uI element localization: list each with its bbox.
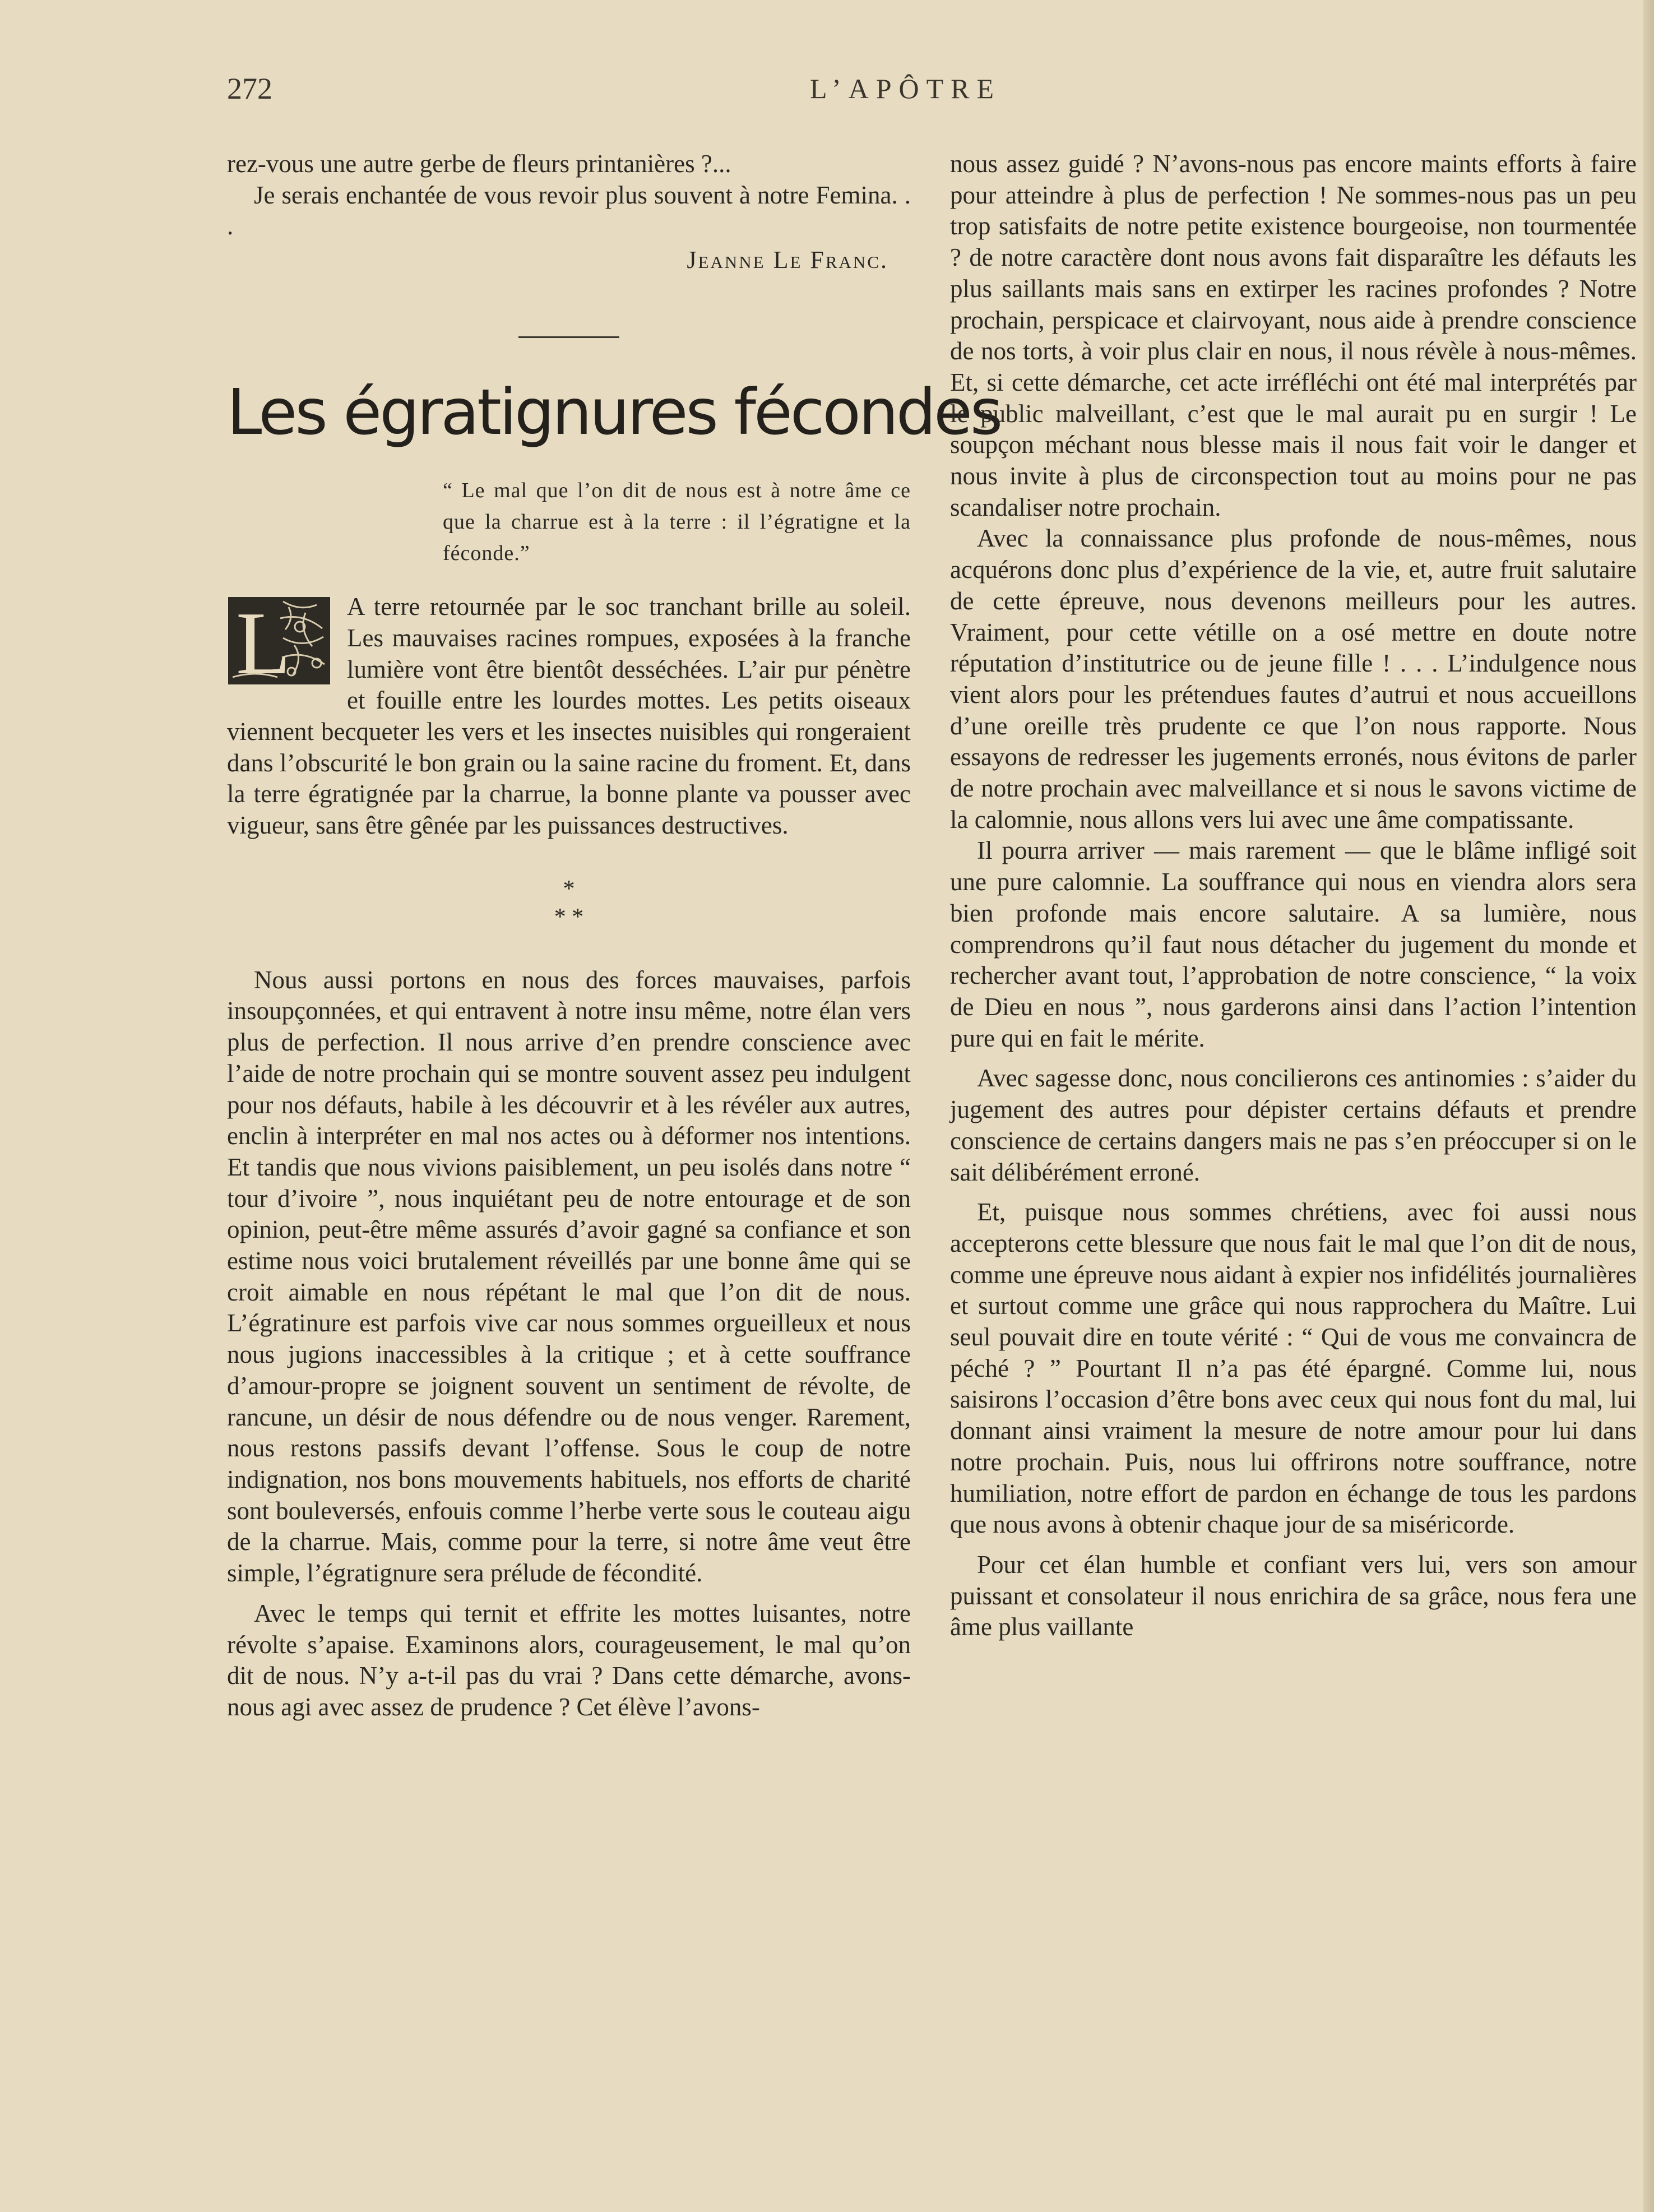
dropcap-letter: L bbox=[236, 596, 291, 686]
paragraph-7: Et, puisque nous sommes chrétiens, avec foi aussi nous accepterons cette blessure que nous fait le mal que l’on dit de nous, comme une épreuve nous aidant à expier nos infidélités journalières et surtout comme une grâce qui nous rapprochera du Maître. Lui seul pouvait dire en toute vérité : “ Qui de vous me convaincra de péché ? ” Pourtant Il n’a pas été épargné. Comme lui, nous saisirons l’occasion d’être bons avec ceux qui nous font du mal, lui donnant ainsi vraiment la mesure de notre amour pour lui dans notre prochain. Puis, nous lui offrirons notre souffrance, notre humiliation, notre effort de pardon en échange de tous les pardons que nous avons à obtenir chaque jour de sa miséricorde. bbox=[950, 1198, 1637, 1539]
paragraph-3-start: Avec le temps qui ternit et effrite les mottes luisantes, notre révolte s’apaise. Examinons alors, courageusement, le mal qu’on dit de nous. N’y a-t-il pas du vrai ? Dans cette démarche, avons-nous agi avec assez de prudence ? Cet élève l’avons- bbox=[227, 1599, 911, 1721]
asterism-bottom: * * bbox=[554, 904, 584, 930]
paragraph-8-start: Pour cet élan humble et confiant vers lui, vers son amour puissant et consolateur il nous enrichira de sa grâce, nous fera une âme plus vaillante bbox=[950, 1550, 1637, 1641]
epigraph: “ Le mal que l’on dit de nous est à notre âme ce que la charrue est à la terre : il l’égratigne et la féconde.” bbox=[443, 479, 911, 566]
article-title: Les égratignures fécondes bbox=[227, 376, 1001, 450]
page-number: 272 bbox=[227, 72, 272, 105]
paragraph-1-text: A terre retournée par le soc tranchant brille au soleil. Les mauvaises racines rompues, exposées à la franche lumière vont être bientôt desséchées. L’air pur pénètre et fouille entre les lourdes mottes. Les petits oiseaux viennent becqueter les vers et les insectes nuisibles qui rongeraient dans l’obscurité le bon grain ou la saine racine du froment. Et, dans la terre égratignée par la charrue, la bonne plante va pousser avec vigueur, sans être gênée par les puissances destructives. bbox=[227, 593, 911, 840]
journal-title: L’APÔTRE bbox=[810, 73, 1002, 104]
asterism-top: * bbox=[563, 876, 575, 902]
page-edge-shadow bbox=[1643, 0, 1654, 2212]
right-column bbox=[950, 149, 1637, 1643]
intro-line-2: Je serais enchantée de vous revoir plus souvent à notre Femina. . . bbox=[227, 181, 911, 240]
paragraph-2: Nous aussi portons en nous des forces mauvaises, parfois insoupçonnées, et qui entravent à notre insu même, notre élan vers plus de perfection. Il nous arrive d’en prendre conscience avec l’aide de notre prochain qui se montre souvent assez peu indulgent pour nos défauts, habile à les découvrir et à les révéler aux autres, enclin à interpréter en mal nos actes ou à déformer nos intentions. Et tandis que nous vivions paisiblement, un peu isolés dans notre “ tour d’ivoire ”, nous inquiétant peu de notre entourage et de son opinion, peut-être même assurés d’avoir gagné sa confiance et son estime nous voici brutalement réveillés par une bonne âme qui se croit aimable en nous répétant le mal que l’on dit de nous. L’égratinure est parfois vive car nous sommes orgueilleux et nous nous jugions inaccessibles à la critique ; et à cette souffrance d’amour-propre se joignent souvent un sentiment de révolte, de rancune, un désir de nous défendre ou de nous venger. Rarement, nous restons passifs devant l’offense. Sous le coup de notre indignation, nos bons mouvements habituels, nos efforts de charité sont bouleversés, enfouis comme l’herbe verte sous le couteau aigu de la charrue. Mais, comme pour la terre, si notre âme veut être simple, l’égratignure sera prélude de fécondité. bbox=[227, 965, 911, 1588]
paragraph-4: Avec la connaissance plus profonde de nous-mêmes, nous acquérons donc plus d’expérience de la vie, et, autre fruit salutaire de cette épreuve, nous devenons meilleurs pour les autres. Vraiment, pour cette vétille on a osé mettre en doute notre réputation d’institutrice ou de jeune fille ! . . . L’indulgence nous vient alors pour les prétendues fautes d’autrui et nous accueillons d’une oreille très prudente ce que l’on nous rapporte. Nous essayons de redresser les jugements erronés, nous évitons de parler de notre prochain avec malveillance et si nous le savons victime de la calomnie, nous allons vers lui avec une âme compatissante. bbox=[950, 524, 1637, 834]
signature: Jeanne Le Franc. bbox=[687, 246, 888, 274]
intro-line-1: rez-vous une autre gerbe de fleurs printanières ?... bbox=[227, 150, 731, 178]
paragraph-3-continued: nous assez guidé ? N’avons-nous pas encore maints efforts à faire pour atteindre à plus de perfection ! Ne sommes-nous pas un peu trop satisfaits de notre petite existence bourgeoise, non tourmentée ? de notre caractère dont nous avons fait disparaître les défauts les plus saillants mais sans en extirper les racines profondes ? Notre prochain, perspicace et clairvoyant, nous aide à prendre conscience de nos torts, à voir plus clair en nous, il nous révèle à nous-mêmes. Et, si cette démarche, cet acte irréfléchi ont été mal interprétés par le public malveillant, c’est que le mal aurait pu en surgir ! Le soupçon méchant nous blesse mais il nous fait voir le danger et nous invite à plus de circonspection tout au moins pour ne pas scandaliser notre prochain. bbox=[950, 150, 1637, 521]
left-column bbox=[227, 149, 1001, 1723]
section-divider bbox=[518, 336, 619, 338]
paragraph-5: Il pourra arriver — mais rarement — que le blâme infligé soit une pure calomnie. La souffrance qui nous en viendra alors sera bien profonde mais encore salutaire. A sa lumière, nous comprendrons qu’il faut nous détacher du jugement du monde et rechercher avant tout, l’approbation de notre conscience, “ la voix de Dieu en nous ”, nous garderons ainsi dans l’action l’intention pure qui en fait le mérite. bbox=[950, 836, 1637, 1052]
paragraph-1 bbox=[227, 591, 911, 841]
running-head bbox=[227, 72, 1639, 105]
paragraph-6: Avec sagesse donc, nous concilierons ces antinomies : s’aider du jugement des autres pour dépister certains défauts et prendre conscience de certains dangers mais ne pas s’en préoccuper si on le sait délibérément erroné. bbox=[950, 1064, 1637, 1186]
asterism bbox=[227, 875, 911, 931]
dropcap-l-icon bbox=[227, 596, 331, 686]
